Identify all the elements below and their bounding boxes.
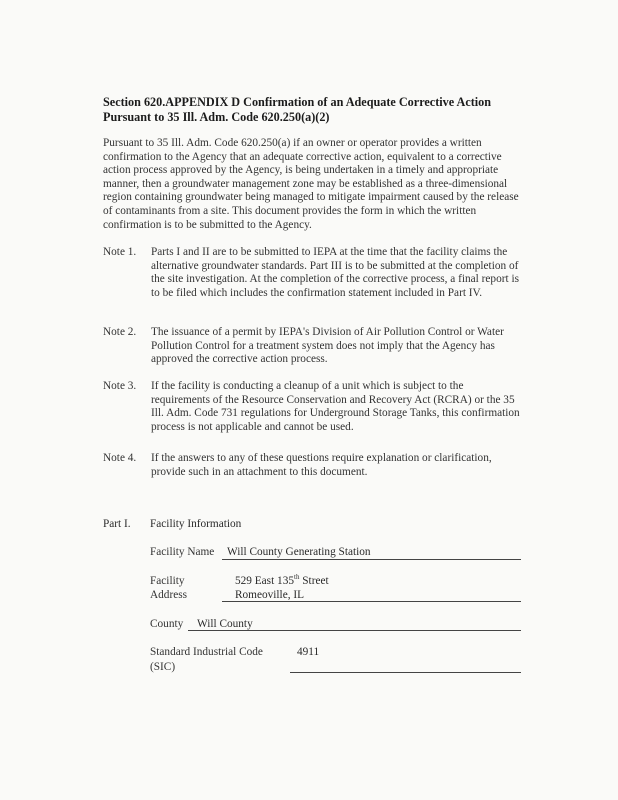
facility-name-line bbox=[222, 559, 521, 560]
part-1-label: Part I. bbox=[103, 518, 131, 530]
address-street-suffix: Street bbox=[299, 575, 329, 587]
address-city-value[interactable]: Romeoville, IL bbox=[235, 589, 305, 601]
facility-name-value[interactable]: Will County Generating Station bbox=[227, 546, 371, 558]
note-label: Note 2. bbox=[103, 326, 137, 338]
sic-label-2: (SIC) bbox=[150, 661, 176, 673]
note-text: If the answers to any of these questions require explanation or clarification, provide such in an attachment to this document. bbox=[151, 452, 492, 478]
address-street-prefix: 529 East 135 bbox=[235, 575, 294, 587]
note-text: The issuance of a permit by IEPA's Division of Air Pollution Control or Water Pollution Control for a treatment system does not imply that the Agency has approved the corrective action process. bbox=[151, 326, 504, 366]
heading-line-2: Pursuant to 35 Ill. Adm. Code 620.250(a)(2) bbox=[103, 110, 330, 124]
note-label: Note 1. bbox=[103, 246, 137, 258]
county-value[interactable]: Will County bbox=[197, 618, 253, 630]
note-label: Note 4. bbox=[103, 452, 137, 464]
address-street-sup: th bbox=[294, 573, 300, 582]
address-line bbox=[222, 601, 521, 602]
county-line bbox=[188, 630, 521, 631]
heading-line-1: Section 620.APPENDIX D Confirmation of an Adequate Corrective Action bbox=[103, 95, 492, 109]
facility-name-label: Facility Name bbox=[150, 546, 215, 558]
address-street-value[interactable] bbox=[235, 574, 329, 588]
facility-address-label-2: Address bbox=[150, 589, 188, 601]
note-text: If the facility is conducting a cleanup of a unit which is subject to the requirements of the Resource Conservation and Recovery Act (RCRA) or the 35 Ill. Adm. Code 731 regulations for Underground Storage Tanks, this confirmation process is not applicable and cannot be used. bbox=[151, 380, 520, 433]
county-label: County bbox=[150, 618, 184, 630]
part-1-title: Facility Information bbox=[150, 518, 242, 530]
intro-paragraph: Pursuant to 35 Ill. Adm. Code 620.250(a) if an owner or operator provides a written confirmation to the Agency that an adequate corrective action, equivalent to a corrective action process approved by the Agency, is being undertaken in a timely and appropriate manner, then a groundwater management zone may be established as a three-dimensional region containing groundwater being managed to mitigate impairment caused by the release of contaminants from a site. This document provides the form in which the written confirmation is to be submitted to the Agency. bbox=[103, 137, 519, 231]
note-label: Note 3. bbox=[103, 380, 137, 392]
note-text: Parts I and II are to be submitted to IEPA at the time that the facility claims the alternative groundwater standards. Part III is to be submitted at the completion of the site investigation. At the completion of the corrective process, a final report is to be filed which includes the confirmation statement included in Part IV. bbox=[151, 246, 519, 299]
sic-label-1: Standard Industrial Code bbox=[150, 646, 263, 658]
sic-line bbox=[290, 672, 521, 673]
sic-value[interactable]: 4911 bbox=[297, 646, 320, 658]
section-heading bbox=[103, 95, 523, 125]
facility-address-label-1: Facility bbox=[150, 575, 185, 587]
